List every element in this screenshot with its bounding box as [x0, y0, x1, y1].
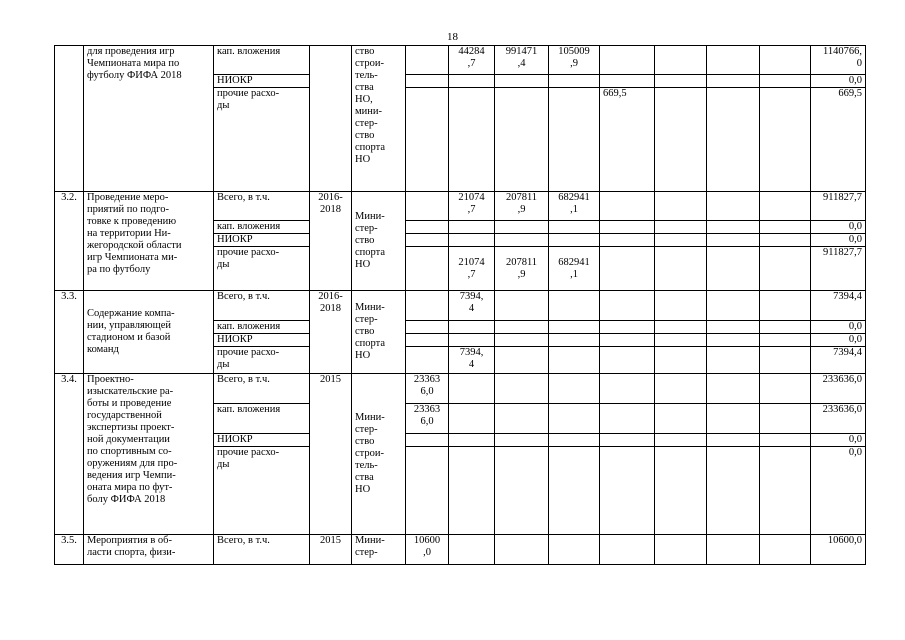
- amount-2015: [406, 291, 449, 321]
- amount-total: 0,0: [811, 234, 866, 247]
- amount-2017: 207811 ,9: [495, 247, 549, 291]
- activity-name: Мероприятия в об- ласти спорта, физи-: [84, 535, 214, 565]
- amount-2019: [600, 221, 655, 234]
- amount-2018: [549, 75, 600, 88]
- amount-2015: [406, 321, 449, 334]
- amount-2021: [707, 88, 760, 192]
- amount-2020: [655, 347, 707, 374]
- amount-total: 233636,0: [811, 404, 866, 434]
- amount-2015: [406, 234, 449, 247]
- amount-2018: 682941 ,1: [549, 247, 600, 291]
- amount-2022: [760, 374, 811, 404]
- amount-2016: [449, 535, 495, 565]
- amount-2016: [449, 334, 495, 347]
- amount-2018: [549, 447, 600, 535]
- amount-total: 911827,7: [811, 192, 866, 221]
- amount-2021: [707, 321, 760, 334]
- table-row: [55, 291, 866, 321]
- amount-2022: [760, 46, 811, 75]
- amount-2019: [600, 46, 655, 75]
- amount-2021: [707, 374, 760, 404]
- amount-2016: [449, 374, 495, 404]
- amount-2016: 7394, 4: [449, 291, 495, 321]
- amount-2017: [495, 374, 549, 404]
- amount-2015: [406, 347, 449, 374]
- amount-2016: 7394, 4: [449, 347, 495, 374]
- amount-2022: [760, 347, 811, 374]
- amount-2019: [600, 434, 655, 447]
- amount-2017: 991471 ,4: [495, 46, 549, 75]
- amount-total: 669,5: [811, 88, 866, 192]
- amount-2022: [760, 434, 811, 447]
- table-row: [55, 192, 866, 221]
- amount-2016: 21074 ,7: [449, 247, 495, 291]
- row-number: 3.4.: [55, 374, 84, 535]
- amount-2016: [449, 404, 495, 434]
- amount-2019: [600, 234, 655, 247]
- expense-type: Всего, в т.ч.: [214, 291, 310, 321]
- period: 2016- 2018: [310, 192, 352, 291]
- amount-2021: [707, 404, 760, 434]
- amount-2020: [655, 234, 707, 247]
- expense-type: кап. вложения: [214, 404, 310, 434]
- amount-2021: [707, 192, 760, 221]
- amount-2018: 682941 ,1: [549, 192, 600, 221]
- amount-2018: [549, 88, 600, 192]
- amount-2017: [495, 334, 549, 347]
- amount-2016: [449, 321, 495, 334]
- amount-total: 7394,4: [811, 291, 866, 321]
- amount-2018: [549, 291, 600, 321]
- amount-2018: [549, 234, 600, 247]
- amount-2018: [549, 374, 600, 404]
- period: 2015: [310, 374, 352, 535]
- period-cell: [310, 46, 352, 192]
- amount-2020: [655, 192, 707, 221]
- executor: Мини- стер- ство строи- тель- ства НО: [352, 374, 406, 535]
- amount-2017: [495, 434, 549, 447]
- amount-2016: [449, 234, 495, 247]
- expense-type: прочие расхо- ды: [214, 247, 310, 291]
- amount-2017: [495, 88, 549, 192]
- amount-2021: [707, 46, 760, 75]
- amount-2021: [707, 434, 760, 447]
- amount-2019: [600, 75, 655, 88]
- amount-2022: [760, 75, 811, 88]
- amount-2015: [406, 447, 449, 535]
- amount-2021: [707, 247, 760, 291]
- amount-2015: [406, 334, 449, 347]
- amount-total: 0,0: [811, 434, 866, 447]
- expense-type: прочие расхо- ды: [214, 447, 310, 535]
- amount-2022: [760, 291, 811, 321]
- amount-total: 0,0: [811, 447, 866, 535]
- amount-2020: [655, 321, 707, 334]
- expense-type: прочие расхо- ды: [214, 88, 310, 192]
- table-row: [55, 535, 866, 565]
- amount-2016: [449, 447, 495, 535]
- expense-type: НИОКР: [214, 334, 310, 347]
- amount-2018: [549, 334, 600, 347]
- amount-2017: 207811 ,9: [495, 192, 549, 221]
- amount-2022: [760, 234, 811, 247]
- amount-2020: [655, 221, 707, 234]
- amount-2020: [655, 46, 707, 75]
- amount-2019: [600, 192, 655, 221]
- period: 2015: [310, 535, 352, 565]
- amount-2020: [655, 535, 707, 565]
- amount-2015: [406, 434, 449, 447]
- executor: ство строи- тель- ства НО, мини- стер- ство спорта НО: [352, 46, 406, 192]
- expense-type: НИОКР: [214, 75, 310, 88]
- amount-2018: [549, 434, 600, 447]
- amount-total: 0,0: [811, 334, 866, 347]
- row-number-cell: [55, 46, 84, 192]
- amount-2017: [495, 221, 549, 234]
- amount-2020: [655, 447, 707, 535]
- amount-2017: [495, 535, 549, 565]
- amount-2019: [600, 334, 655, 347]
- amount-2019: [600, 291, 655, 321]
- amount-2021: [707, 221, 760, 234]
- amount-2015: 23363 6,0: [406, 374, 449, 404]
- amount-2015: [406, 88, 449, 192]
- amount-total: 233636,0: [811, 374, 866, 404]
- activity-name: для проведения игр Чемпионата мира по футболу ФИФА 2018: [84, 46, 214, 192]
- amount-2016: [449, 434, 495, 447]
- activity-name: Содержание компа- нии, управляющей стадионом и базой команд: [84, 291, 214, 374]
- amount-2020: [655, 404, 707, 434]
- period: 2016- 2018: [310, 291, 352, 374]
- amount-2016: [449, 88, 495, 192]
- amount-2018: [549, 321, 600, 334]
- amount-2019: [600, 247, 655, 291]
- amount-2016: 21074 ,7: [449, 192, 495, 221]
- amount-2022: [760, 247, 811, 291]
- amount-2017: [495, 321, 549, 334]
- expense-type: Всего, в т.ч.: [214, 192, 310, 221]
- amount-total: 0,0: [811, 75, 866, 88]
- expense-type: кап. вложения: [214, 321, 310, 334]
- amount-2020: [655, 75, 707, 88]
- row-number: 3.2.: [55, 192, 84, 291]
- amount-2021: [707, 447, 760, 535]
- amount-2022: [760, 535, 811, 565]
- amount-2019: [600, 347, 655, 374]
- amount-2020: [655, 374, 707, 404]
- expense-type: кап. вложения: [214, 46, 310, 75]
- amount-2020: [655, 434, 707, 447]
- amount-2022: [760, 192, 811, 221]
- table-row: [55, 46, 866, 75]
- amount-2022: [760, 447, 811, 535]
- amount-2017: [495, 447, 549, 535]
- amount-2018: [549, 404, 600, 434]
- expense-type: Всего, в т.ч.: [214, 535, 310, 565]
- amount-2017: [495, 347, 549, 374]
- amount-2021: [707, 234, 760, 247]
- amount-2016: [449, 221, 495, 234]
- amount-2020: [655, 247, 707, 291]
- amount-2017: [495, 75, 549, 88]
- row-number: 3.3.: [55, 291, 84, 374]
- amount-total: 1140766, 0: [811, 46, 866, 75]
- amount-2021: [707, 75, 760, 88]
- amount-2015: [406, 192, 449, 221]
- amount-2018: [549, 347, 600, 374]
- amount-2022: [760, 221, 811, 234]
- amount-2017: [495, 404, 549, 434]
- amount-2018: [549, 221, 600, 234]
- amount-2020: [655, 334, 707, 347]
- amount-2021: [707, 334, 760, 347]
- amount-2015: 10600 ,0: [406, 535, 449, 565]
- expense-type: прочие расхо- ды: [214, 347, 310, 374]
- amount-2016: [449, 75, 495, 88]
- amount-total: 7394,4: [811, 347, 866, 374]
- expense-type: Всего, в т.ч.: [214, 374, 310, 404]
- page-number: 18: [447, 31, 458, 43]
- table-row: [55, 374, 866, 404]
- amount-2018: [549, 535, 600, 565]
- amount-2017: [495, 291, 549, 321]
- expense-type: кап. вложения: [214, 221, 310, 234]
- amount-2018: 105009 ,9: [549, 46, 600, 75]
- amount-2020: [655, 291, 707, 321]
- expense-type: НИОКР: [214, 434, 310, 447]
- amount-2022: [760, 321, 811, 334]
- amount-2015: [406, 75, 449, 88]
- amount-2021: [707, 535, 760, 565]
- amount-2019: [600, 404, 655, 434]
- amount-2017: [495, 234, 549, 247]
- amount-2015: [406, 46, 449, 75]
- amount-total: 0,0: [811, 221, 866, 234]
- amount-total: 0,0: [811, 321, 866, 334]
- amount-2022: [760, 88, 811, 192]
- amount-2016: 44284 ,7: [449, 46, 495, 75]
- executor: Мини- стер- ство спорта НО: [352, 192, 406, 291]
- budget-table: [54, 45, 866, 565]
- amount-2020: [655, 88, 707, 192]
- amount-2015: [406, 247, 449, 291]
- amount-total: 10600,0: [811, 535, 866, 565]
- amount-2021: [707, 291, 760, 321]
- amount-2022: [760, 404, 811, 434]
- executor: Мини- стер- ство спорта НО: [352, 291, 406, 374]
- amount-2019: [600, 447, 655, 535]
- amount-2021: [707, 347, 760, 374]
- activity-name: Проведение меро- приятий по подго- товке к проведению на территории Ни- жегородской области игр Чемпионата ми- ра по футболу: [84, 192, 214, 291]
- amount-2015: 23363 6,0: [406, 404, 449, 434]
- amount-total: 911827,7: [811, 247, 866, 291]
- amount-2019: 669,5: [600, 88, 655, 192]
- amount-2019: [600, 321, 655, 334]
- amount-2015: [406, 221, 449, 234]
- executor: Мини- стер-: [352, 535, 406, 565]
- amount-2019: [600, 535, 655, 565]
- expense-type: НИОКР: [214, 234, 310, 247]
- amount-2019: [600, 374, 655, 404]
- row-number: 3.5.: [55, 535, 84, 565]
- amount-2022: [760, 334, 811, 347]
- activity-name: Проектно- изыскательские ра- боты и проведение государственной экспертизы проект- ной документации по спортивным со- оружениям для про- ведения игр Чемпи- оната мира по фут- болу ФИФА 2018: [84, 374, 214, 535]
